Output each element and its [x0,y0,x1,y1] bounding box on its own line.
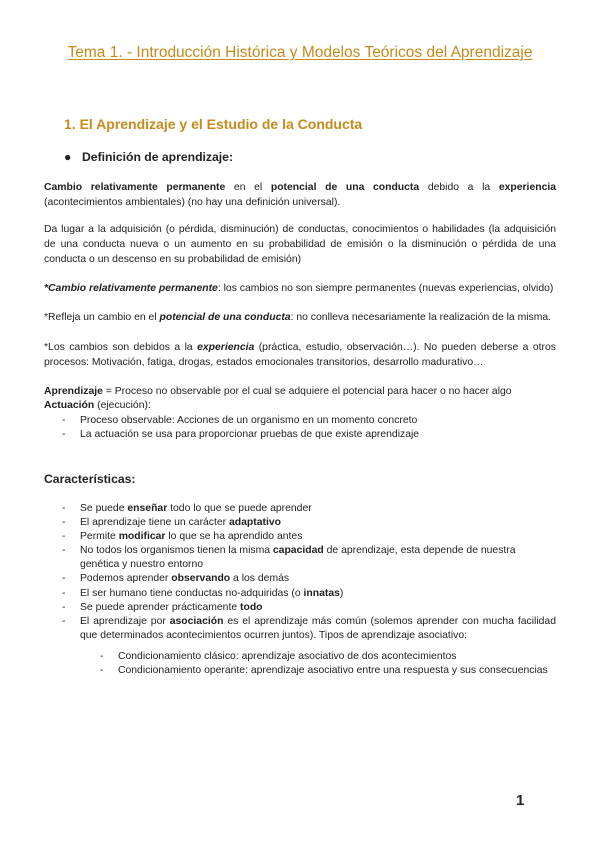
list-item: - No todos los organismos tienen la misma capacidad de aprendizaje, esta depende de nuestra genética y nuestro entorno [62,544,556,572]
list-item: - Se puede enseñar todo lo que se puede aprender [62,502,556,516]
text-fragment: *Los cambios son debidos a la [44,342,198,353]
text-fragment: *Refleja un cambio en el [44,312,160,323]
text-fragment: (acontecimientos ambientales) (no hay una definición universal). [44,197,341,208]
definition-paragraph [44,180,556,210]
term-actuacion: Actuación [44,400,95,411]
text-fragment: (ejecución): [94,400,151,411]
list-item: - El aprendizaje tiene un carácter adaptativo [62,516,556,530]
asociativo-list [100,650,556,678]
list-item: - El aprendizaje por asociación es el aprendizaje más común (solemos aprender con mucha facilidad que determinados acontecimientos ocurren juntos). Tipos de aprendizaje asociativo: [62,615,556,643]
note-potencial [44,310,556,325]
bullet-icon: ● [64,150,72,164]
list-item: - Permite modificar lo que se ha aprendido antes [62,530,556,544]
list-item: - Podemos aprender observando a los demás [62,572,556,586]
term-experiencia: experiencia [498,182,557,193]
note-term: *Cambio relativamente permanente [44,283,218,294]
note-term: experiencia [197,342,255,353]
note-cambio [44,281,556,296]
subheading-definicion [64,150,233,164]
text-fragment: : no conlleva necesariamente la realización de la misma. [290,312,552,323]
caracteristicas-list [62,502,556,643]
actuacion-label [44,398,556,413]
text-fragment: = Proceso no observable por el cual se adquiere el potencial para hacer o no hacer algo [102,386,512,397]
section-heading: 1. El Aprendizaje y el Estudio de la Conducta [64,116,363,132]
document-title: Tema 1. - Introducción Histórica y Modelos Teóricos del Aprendizaje [67,44,533,61]
list-item: - Condicionamiento clásico: aprendizaje asociativo de dos acontecimientos [100,650,556,664]
term-aprendizaje: Aprendizaje [44,386,103,397]
term-potencial: potencial de una conducta [270,182,420,193]
list-item: - Condicionamiento operante: aprendizaje asociativo entre una respuesta y sus consecuencias [100,664,556,678]
list-item: - La actuación se usa para proporcionar pruebas de que existe aprendizaje [62,428,556,442]
term-cambio: Cambio relativamente permanente [44,182,226,193]
list-item: - Proceso observable: Acciones de un organismo en un momento concreto [62,414,556,428]
note-term: potencial de una conducta [159,312,291,323]
text-fragment: en el [225,182,271,193]
caracteristicas-heading: Características: [44,472,136,486]
list-item: - El ser humano tiene conductas no-adquiridas (o innatas) [62,587,556,601]
note-experiencia [44,340,556,370]
list-item: - Se puede aprender prácticamente todo [62,601,556,615]
subheading-text: Definición de aprendizaje: [82,150,234,164]
page-number: 1 [516,792,525,809]
paragraph-adquisicion: Da lugar a la adquisición (o pérdida, disminución) de conductas, conocimientos o habilidades (la adquisición de una conducta nueva o un aumento en su probabilidad de emisión o la disminución o pérdida de una conducta o un descenso en su probabilidad de emisión) [44,224,556,265]
text-fragment: debido a la [419,182,499,193]
aprendizaje-definition [44,384,556,399]
actuacion-list [62,414,556,442]
text-fragment: : los cambios no son siempre permanentes (nuevas experiencias, olvido) [217,283,554,294]
text-fragment: (práctica, estudio, observación…). No pueden deberse a otros procesos: Motivación, fatiga, drogas, estados emocionales transitorios, desarrollo madurativo… [44,342,556,368]
